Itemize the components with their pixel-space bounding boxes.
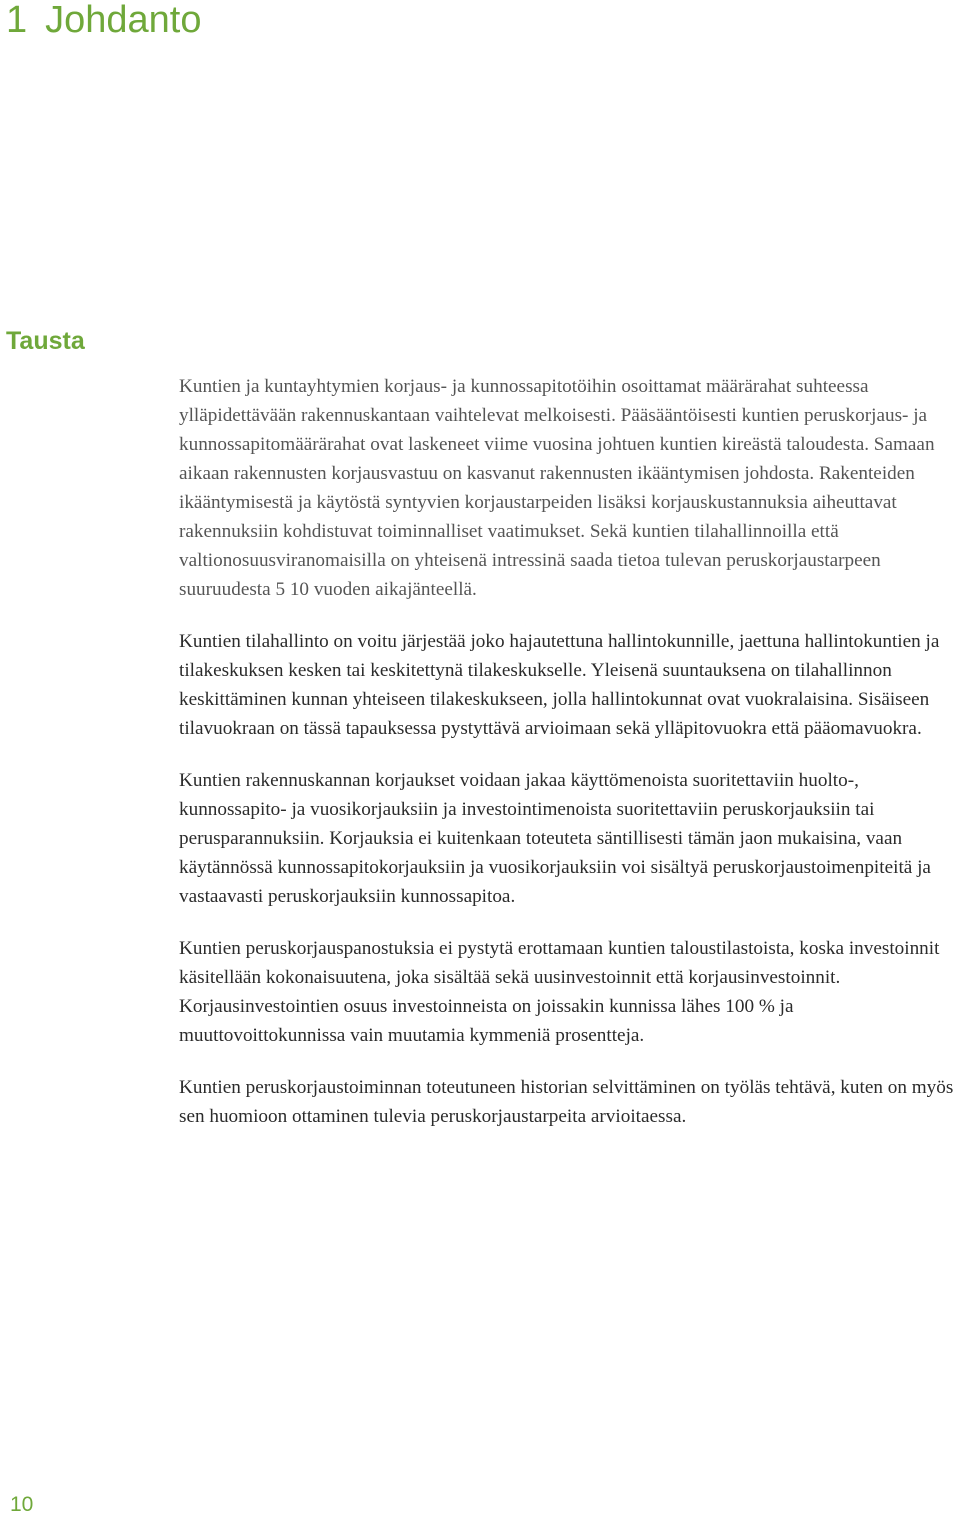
section-heading: Tausta xyxy=(6,327,85,355)
paragraph: Kuntien rakennuskannan korjaukset voidaan jakaa käyttömenoista suoritettaviin huolto-, kunnossapito- ja vuosikorjauksiin ja investointimenoista suoritettaviin peruskorjauksiin tai perusparannuksiin. Korjauksia ei kuitenkaan toteuteta säntillisesti tämän jaon mukaisina, vaan käytännössä kunnossapitokorjauksiin ja vuosikorjauksiin voi sisältyä peruskorjaustoimenpiteitä ja vastaavasti peruskorjauksiin kunnossapitoa. xyxy=(179,770,931,907)
paragraph: Kuntien tilahallinto on voitu järjestää joko hajautettuna hallintokunnille, jaettuna hallintokuntien ja tilakeskuksen kesken tai keskitettynä tilakeskukselle. Yleisenä suuntauksena on tilahallinnon keskittäminen kunnan yhteiseen tilakeskukseen, jolla hallintokunnat ovat vuokralaisina. Sisäiseen tilavuokraan on tässä tapauksessa pystyttävä arvioimaan sekä ylläpitovuokra että pääomavuokra. xyxy=(179,631,940,739)
paragraph: Kuntien ja kuntayhtymien korjaus- ja kunnossapitotöihin osoittamat määrärahat suhteessa ylläpidettävään rakennuskantaan vaihtelevat melkoisesti. Pääsääntöisesti kuntien peruskorjaus- ja kunnossapitomäärärahat ovat laskeneet viime vuosina johtuen kuntien kireästä taloudesta. Samaan aikaan rakennusten korjausvastuu on kasvanut rakennusten ikääntymisen johdosta. Rakenteiden ikääntymisestä ja käytöstä syntyvien korjaustarpeiden lisäksi korjauskustannuksia aiheuttavat rakennuksiin kohdistuvat toiminnalliset vaatimukset. Sekä kuntien tilahallinnoilla että valtionosuusviranomaisilla on yhteisenä intressinä saada tietoa tulevan peruskorjaustarpeen suuruudesta 5 10 vuoden aikajänteellä. xyxy=(179,376,935,600)
chapter-heading xyxy=(6,0,202,42)
page-number: 10 xyxy=(10,1493,34,1516)
chapter-number: 1 xyxy=(6,0,28,41)
paragraph: Kuntien peruskorjauspanostuksia ei pystytä erottamaan kuntien taloustilastoista, koska investoinnit käsitellään kokonaisuutena, joka sisältää sekä uusinvestoinnit että korjausinvestoinnit. Korjausinvestointien osuus investoinneista on joissakin kunnissa lähes 100 % ja muuttovoittokunnissa vain muutamia kymmeniä prosentteja. xyxy=(179,938,940,1046)
paragraph: Kuntien peruskorjaustoiminnan toteutuneen historian selvittäminen on työläs tehtävä, kuten on myös sen huomioon ottaminen tulevia peruskorjaustarpeita arvioitaessa. xyxy=(179,1077,954,1127)
chapter-title: Johdanto xyxy=(45,0,202,41)
body-text xyxy=(179,372,955,1154)
